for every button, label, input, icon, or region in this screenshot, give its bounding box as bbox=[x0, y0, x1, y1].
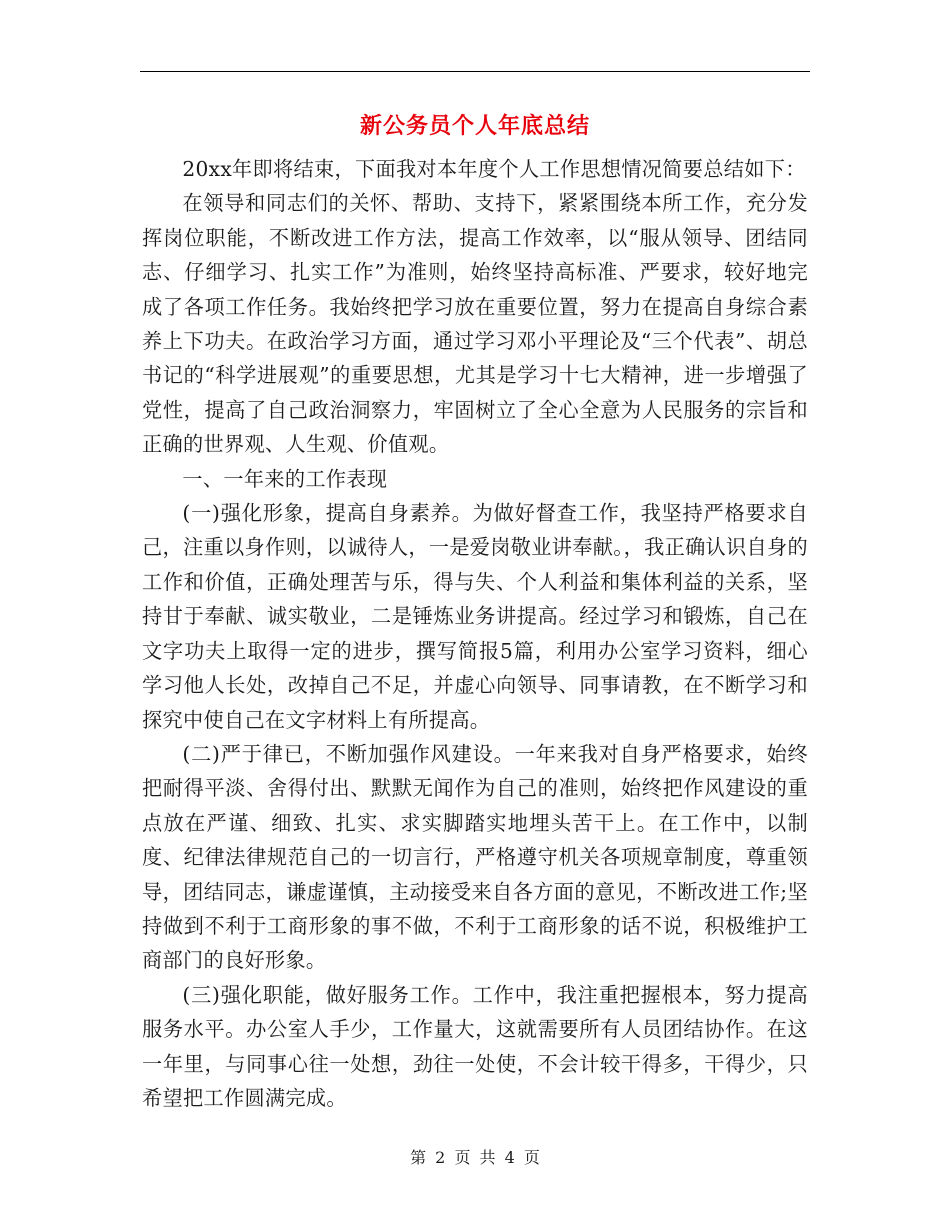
body-paragraph: (二)严于律已，不断加强作风建设。一年来我对自身严格要求，始终把耐得平淡、舍得付出、默默无闻作为自己的准则，始终把作风建设的重点放在严谨、细致、扎实、求实脚踏实地埋头苦干上。在工作中，以制度、纪律法律规范自己的一切言行，严格遵守机关各项规章制度，尊重领导，团结同志，谦虚谨慎，主动接受来自各方面的意见，不断改进工作;坚持做到不利于工商形象的事不做，不利于工商形象的话不说，积极维护工商部门的良好形象。 bbox=[142, 741, 808, 973]
section-heading: 一、一年来的工作表现 bbox=[182, 466, 388, 491]
document-body bbox=[142, 152, 808, 1115]
body-paragraph: (一)强化形象，提高自身素养。为做好督查工作，我坚持严格要求自己，注重以身作则，以诚待人，一是爱岗敬业讲奉献。，我正确认识自身的工作和价值，正确处理苦与乐，得与失、个人利益和集体利益的关系，坚持甘于奉献、诚实敬业，二是锤炼业务讲提高。经过学习和锻炼，自己在文字功夫上取得一定的进步，撰写简报5篇，利用办公室学习资料，细心学习他人长处，改掉自己不足，并虚心向领导、同事请教，在不断学习和探究中使自己在文字材料上有所提高。 bbox=[142, 501, 808, 732]
body-paragraph: (三)强化职能，做好服务工作。工作中，我注重把握根本，努力提高服务水平。办公室人手少，工作量大，这就需要所有人员团结协作。在这一年里，与同事心往一处想，劲往一处使，不会计较干得多，干得少，只希望把工作圆满完成。 bbox=[142, 982, 808, 1110]
body-paragraph: 在领导和同志们的关怀、帮助、支持下，紧紧围绕本所工作，充分发挥岗位职能，不断改进工作方法，提高工作效率，以“服从领导、团结同志、仔细学习、扎实工作”为准则，始终坚持高标准、严要求，较好地完成了各项工作任务。我始终把学习放在重要位置，努力在提高自身综合素养上下功夫。在政治学习方面，通过学习邓小平理论及“三个代表”、胡总书记的“科学进展观”的重要思想，尤其是学习十七大精神，进一步增强了党性，提高了自己政治洞察力，牢固树立了全心全意为人民服务的宗旨和正确的世界观、人生观、价值观。 bbox=[142, 191, 808, 457]
page-number: 第 2 页 共 4 页 bbox=[410, 1148, 540, 1167]
intro-paragraph: 20xx年即将结束，下面我对本年度个人工作思想情况简要总结如下： bbox=[182, 157, 806, 181]
header-rule bbox=[140, 71, 810, 72]
document-title: 新公务员个人年底总结 bbox=[359, 113, 590, 139]
